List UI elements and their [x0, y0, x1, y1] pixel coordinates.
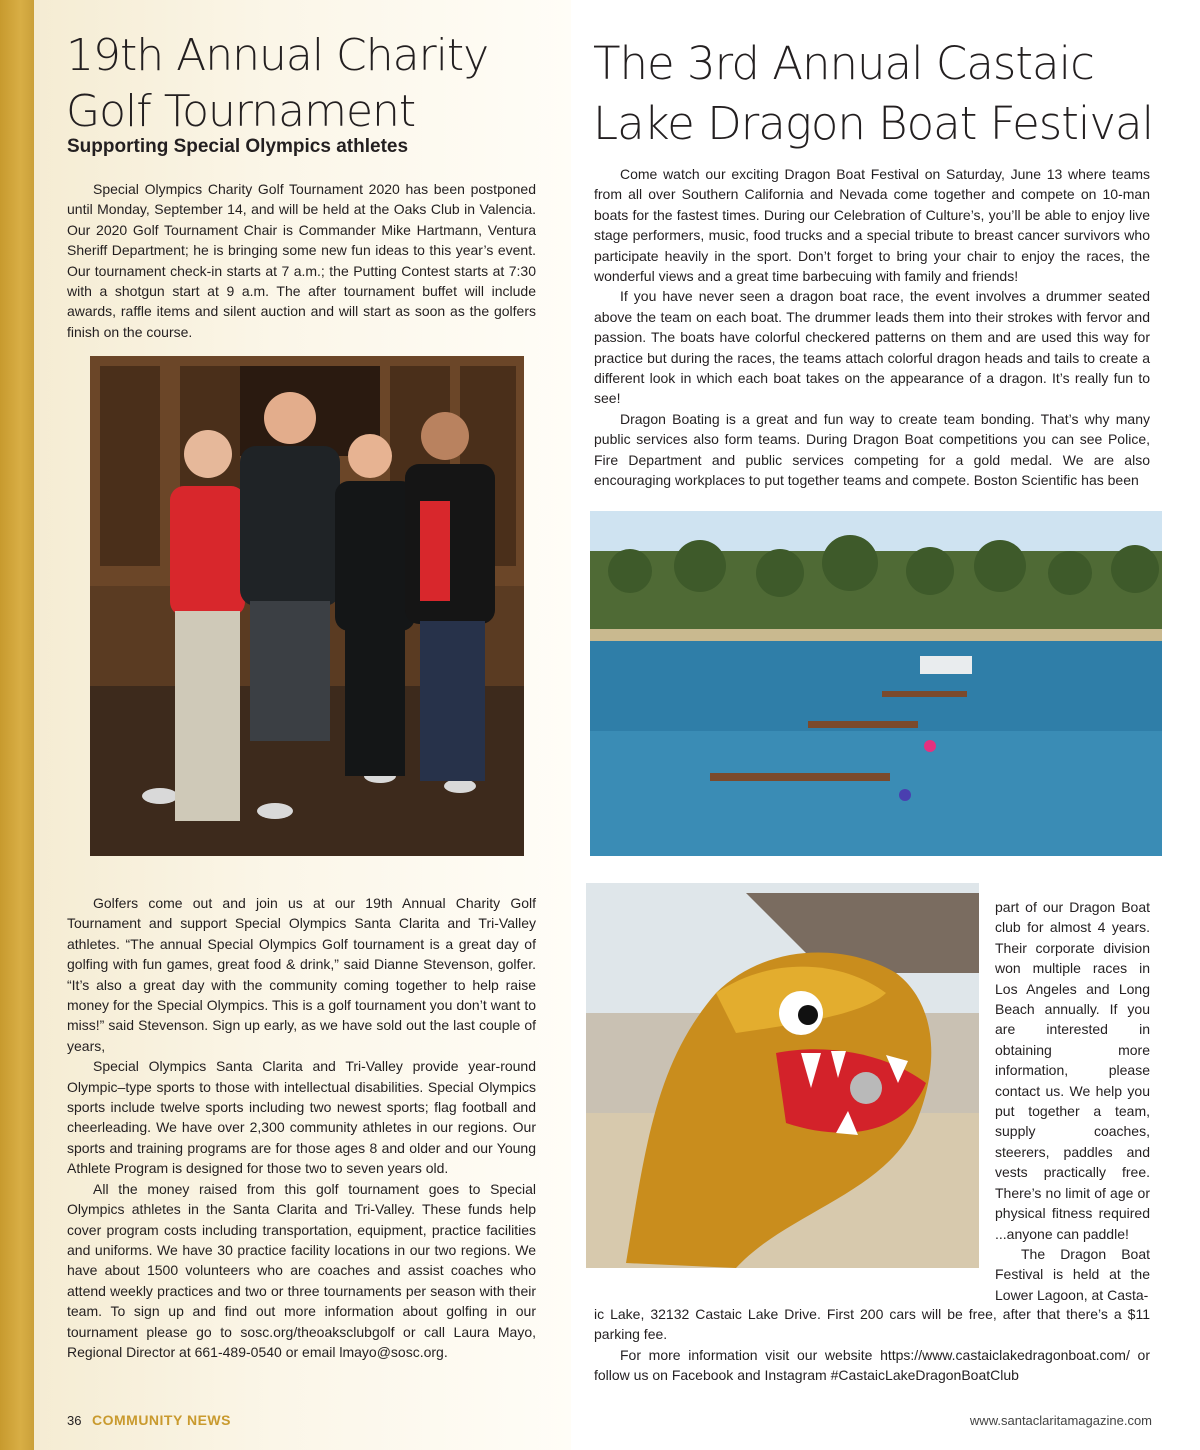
- dragon-paragraph: If you have never seen a dragon boat race, the event involves a drummer seated above the team on each boat. The drummer leads them into their strokes with fervor and passion. The boats have colorful checkered patterns on them and are used this way for practice but during the races, the teams attach colorful dragon heads and tails to create a different look in which each boat takes on the appearance of a dragon. It’s really fun to see!: [594, 288, 1150, 407]
- dragon-text-column-top: [594, 164, 1150, 491]
- page-number: 36: [67, 1413, 82, 1428]
- golf-paragraph: Special Olympics Santa Clarita and Tri-Valley provide year-round Olympic–type sports to those with intellectual disabilities. Special Olympics sports include twelve sports including two newest sports; flag football and cheerleading. We have over 2,300 community athletes in our regions. Our sports and training programs are for those ages 8 and older and our Young Athlete Program is designed for those two to seven years old.: [67, 1058, 536, 1177]
- golf-text-column-bottom: [67, 893, 536, 1362]
- magazine-website: www.santaclaritamagazine.com: [969, 1413, 1152, 1428]
- dragon-text-column-bottom: [594, 1304, 1150, 1386]
- dragon-side-paragraph: part of our Dragon Boat club for almost 4 years. Their corporate division won multiple races in Los Angeles and Long Beach annually. If you are interested in obtaining more information, please contact us. We help you put together a team, supply coaches, steerers, paddles and vests practically free. There’s no limit of age or physical fitness required ...anyone can paddle!: [995, 899, 1150, 1242]
- golf-article-title: [66, 28, 566, 140]
- golf-team-photo: [90, 356, 524, 856]
- golf-text-column-top: [67, 179, 536, 342]
- dragon-title-line-2: Lake Dragon Boat Festival: [593, 97, 1154, 150]
- golf-title-line-1: 19th Annual Charity: [66, 30, 489, 81]
- dragon-article-title: [593, 34, 1193, 154]
- golf-article-subtitle: Supporting Special Olympics athletes: [67, 136, 409, 157]
- dragon-website-paragraph: For more information visit our website https://www.castaiclakedragonboat.com/ or follow us on Facebook and Instagram #CastaicLakeDragonBoatClub: [594, 1346, 1150, 1384]
- gold-accent-bar: [0, 0, 34, 1450]
- dragon-text-column-side: [995, 897, 1150, 1305]
- golf-paragraph: All the money raised from this golf tournament goes to Special Olympics athletes in the Santa Clarita and Tri-Valley. These funds help cover program costs including transportation, equipment, practice facilities and uniforms. We have 30 practice facility locations in our two regions. We have about 1500 volunteers who are coaches and assist coaches who attend weekly practices and two or three tournaments per season with their team. To sign up and find out more information about golfing in our tournament please go to sosc.org/theoaksclubgolf or call Laura Mayo, Regional Director at 661-489-0540 or email lmayo@sosc.org.: [67, 1180, 536, 1360]
- dragon-festival-end: ic Lake, 32132 Castaic Lake Drive. First 200 cars will be free, after that there’s a $11 parking fee.: [594, 1306, 1150, 1343]
- dragon-festival-start: The Dragon Boat Festival is held at the Lower Lagoon, at Casta-: [995, 1245, 1150, 1303]
- dragon-paragraph: Come watch our exciting Dragon Boat Festival on Saturday, June 13 where teams from all over Southern California and Nevada come together and compete on 10-man boats for the fastest times. During our Celebration of Culture’s, you’ll be able to enjoy live stage performers, music, food trucks and a special tribute to breast cancer survivors who participate heavily in the sport. Don’t forget to bring your chair to enjoy the races, the wonderful views and a great time barbecuing with family and friends!: [594, 166, 1150, 285]
- dragon-title-line-1: The 3rd Annual Castaic: [593, 37, 1094, 90]
- dragon-paragraph: Dragon Boating is a great and fun way to create team bonding. That’s why many public services also form teams. During Dragon Boat competitions you can see Police, Fire Department and public services competing for a gold medal. We are also encouraging workplaces to put together teams and compete. Boston Scientific has been: [594, 410, 1150, 489]
- golf-title-line-2: Golf Tournament: [66, 86, 416, 137]
- castaic-lake-photo: [590, 511, 1162, 856]
- section-label: COMMUNITY NEWS: [92, 1412, 231, 1428]
- golf-paragraph: Golfers come out and join us at our 19th Annual Charity Golf Tournament and support Special Olympics Santa Clarita and Tri-Valley athletes. “The annual Special Olympics Golf tournament is a great day of golfing with fun games, great food & drink,” said Dianne Stevenson, golfer. “It’s also a great day with the community coming together to help raise money for the Special Olympics. This is a golf tournament you don’t want to miss!” said Stevenson. Sign up early, as we have sold out the last couple of years,: [67, 895, 536, 1054]
- golf-paragraph: Special Olympics Charity Golf Tournament 2020 has been postponed until Monday, September 14, and will be held at the Oaks Club in Valencia. Our 2020 Golf Tournament Chair is Commander Mike Hartmann, Ventura Sheriff Department; he is bringing some new fun ideas to this year’s event. Our tournament check-in starts at 7 a.m.; the Putting Contest starts at 7:30 with a shotgun start at 9 a.m. The after tournament buffet will include awards, raffle items and silent auction and will start as soon as the golfers finish on the course.: [67, 181, 536, 340]
- dragon-head-photo: [586, 883, 979, 1268]
